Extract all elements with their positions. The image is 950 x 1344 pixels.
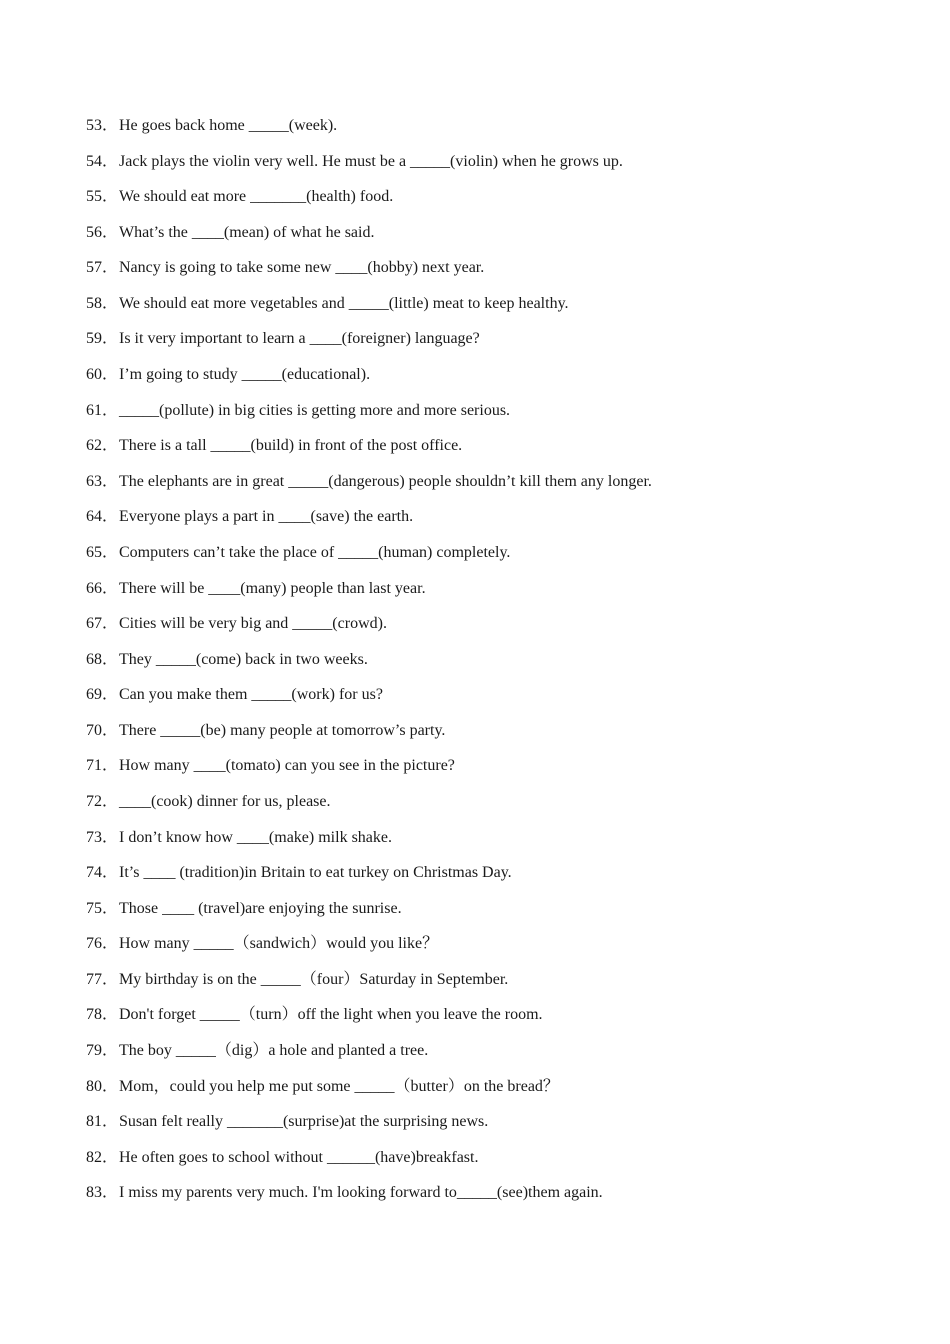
question-text: Don't forget _____（turn）off the light when you leave the room. <box>119 1006 543 1024</box>
question-number: 80． <box>86 1077 119 1095</box>
question-text: Computers can’t take the place of _____(human) completely. <box>119 543 511 561</box>
question-text: How many _____（sandwich）would you like？ <box>119 935 439 953</box>
question-text: Mom，could you help me put some _____（butter）on the bread？ <box>119 1077 559 1095</box>
question-item <box>86 434 886 470</box>
question-text: Susan felt really _______(surprise)at the surprising news. <box>119 1113 489 1131</box>
question-text: It’s ____ (tradition)in Britain to eat turkey on Christmas Day. <box>119 864 512 882</box>
question-number: 59． <box>86 330 119 348</box>
question-number: 57． <box>86 259 119 277</box>
question-item <box>86 719 886 755</box>
question-text: We should eat more vegetables and _____(little) meat to keep healthy. <box>119 294 569 312</box>
question-number: 83． <box>86 1184 119 1202</box>
question-text: Those ____ (travel)are enjoying the sunrise. <box>119 899 402 917</box>
question-item <box>86 505 886 541</box>
question-number: 75． <box>86 899 119 917</box>
question-number: 53． <box>86 117 119 134</box>
question-text: Everyone plays a part in ____(save) the earth. <box>119 508 414 526</box>
question-text: Is it very important to learn a ____(foreigner) language? <box>119 330 480 348</box>
question-item <box>86 1039 886 1075</box>
question-text: Can you make them _____(work) for us? <box>119 686 383 704</box>
question-number: 62． <box>86 437 119 455</box>
question-item <box>86 363 886 399</box>
question-item <box>86 541 886 577</box>
question-number: 74． <box>86 864 119 882</box>
question-item <box>86 470 886 506</box>
question-number: 76． <box>86 935 119 953</box>
question-item <box>86 612 886 648</box>
question-text: Nancy is going to take some new ____(hobby) next year. <box>119 259 485 277</box>
question-number: 78． <box>86 1006 119 1024</box>
question-number: 73． <box>86 828 119 846</box>
question-item <box>86 754 886 790</box>
question-number: 77． <box>86 970 119 988</box>
question-item <box>86 648 886 684</box>
question-text: The boy _____（dig）a hole and planted a tree. <box>119 1042 429 1060</box>
question-item <box>86 114 886 150</box>
question-number: 81． <box>86 1113 119 1131</box>
question-text: He goes back home _____(week). <box>119 117 338 134</box>
question-item <box>86 1110 886 1146</box>
question-number: 58． <box>86 294 119 312</box>
question-item <box>86 968 886 1004</box>
question-text: They _____(come) back in two weeks. <box>119 650 368 668</box>
question-item <box>86 790 886 826</box>
question-item <box>86 1075 886 1111</box>
question-item <box>86 292 886 328</box>
question-number: 54． <box>86 152 119 170</box>
question-text: _____(pollute) in big cities is getting more and more serious. <box>119 401 511 419</box>
question-text: There will be ____(many) people than last year. <box>119 579 426 597</box>
question-item <box>86 1003 886 1039</box>
question-number: 63． <box>86 472 119 490</box>
question-text: I don’t know how ____(make) milk shake. <box>119 828 392 846</box>
question-text: There is a tall _____(build) in front of the post office. <box>119 437 463 455</box>
question-number: 56． <box>86 223 119 241</box>
question-number: 69． <box>86 686 119 704</box>
question-number: 72． <box>86 792 119 810</box>
question-text: What’s the ____(mean) of what he said. <box>119 223 375 241</box>
question-item <box>86 256 886 292</box>
question-item <box>86 897 886 933</box>
question-text: Cities will be very big and _____(crowd). <box>119 615 387 633</box>
question-item <box>86 1181 886 1217</box>
question-text: ____(cook) dinner for us, please. <box>119 792 331 810</box>
question-number: 66． <box>86 579 119 597</box>
question-item <box>86 861 886 897</box>
question-number: 55． <box>86 188 119 206</box>
question-number: 82． <box>86 1148 119 1166</box>
question-text: How many ____(tomato) can you see in the picture? <box>119 757 455 775</box>
question-text: The elephants are in great _____(dangerous) people shouldn’t kill them any longer. <box>119 472 652 490</box>
question-item <box>86 826 886 862</box>
question-item <box>86 1146 886 1182</box>
question-item <box>86 327 886 363</box>
question-text: My birthday is on the _____（four）Saturday in September. <box>119 970 509 988</box>
question-text: He often goes to school without ______(have)breakfast. <box>119 1148 479 1166</box>
question-number: 65． <box>86 543 119 561</box>
question-item <box>86 399 886 435</box>
question-number: 68． <box>86 650 119 668</box>
question-number: 70． <box>86 721 119 739</box>
question-text: I miss my parents very much. I'm looking forward to_____(see)them again. <box>119 1184 603 1202</box>
question-item <box>86 150 886 186</box>
question-item <box>86 185 886 221</box>
question-number: 67． <box>86 615 119 633</box>
question-number: 79． <box>86 1042 119 1060</box>
question-number: 71． <box>86 757 119 775</box>
question-item <box>86 932 886 968</box>
question-number: 60． <box>86 366 119 384</box>
question-text: I’m going to study _____(educational). <box>119 366 371 384</box>
question-text: We should eat more _______(health) food. <box>119 188 394 206</box>
question-item <box>86 683 886 719</box>
question-list <box>86 114 886 1217</box>
question-number: 61． <box>86 401 119 419</box>
question-text: There _____(be) many people at tomorrow’s party. <box>119 721 446 739</box>
question-text: Jack plays the violin very well. He must be a _____(violin) when he grows up. <box>119 152 623 170</box>
question-item <box>86 221 886 257</box>
question-number: 64． <box>86 508 119 526</box>
question-item <box>86 577 886 613</box>
